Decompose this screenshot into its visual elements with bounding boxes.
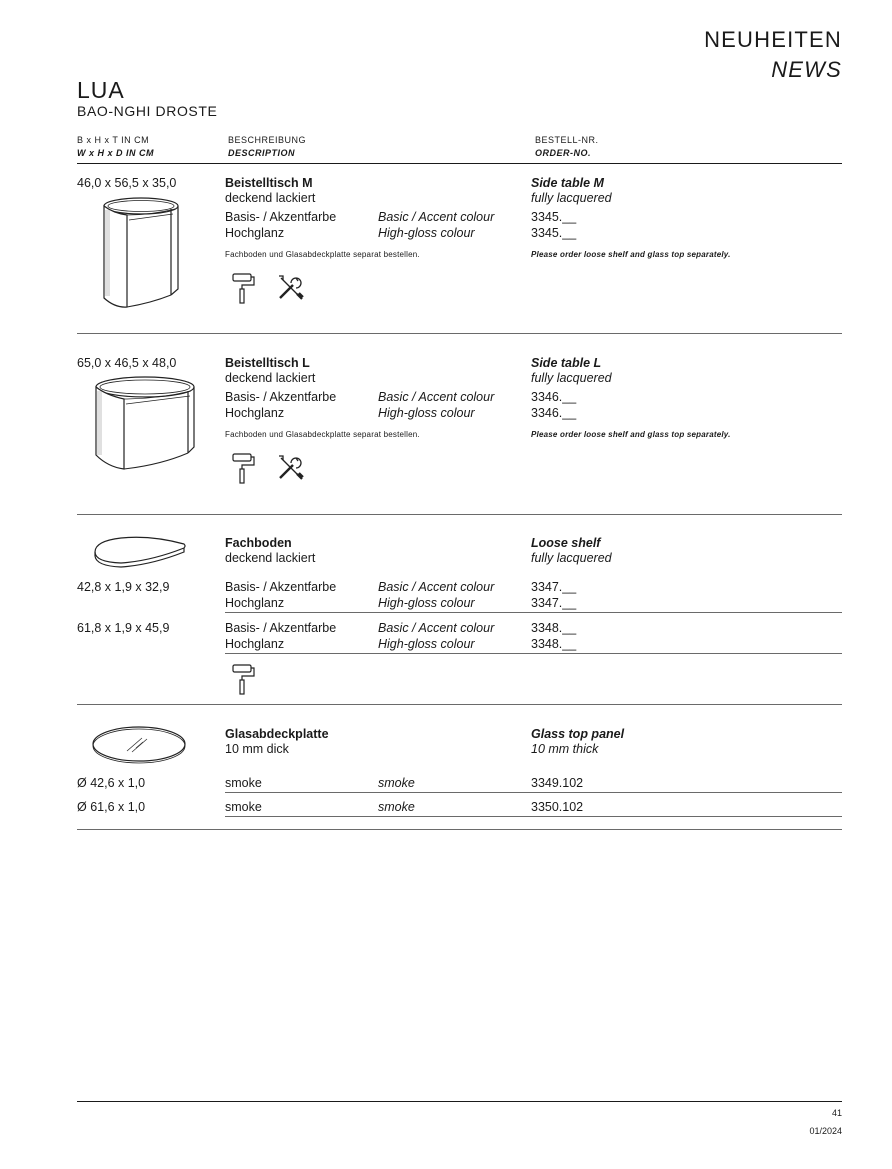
item-note-en: Please order loose shelf and glass top separately. — [531, 430, 731, 439]
option-label-en: smoke — [378, 800, 415, 814]
option-label-en: High-gloss colour — [378, 226, 475, 240]
option-label-en: smoke — [378, 776, 415, 790]
option-label: Basis- / Akzentfarbe — [225, 621, 337, 635]
order-number: 3348.__ — [531, 637, 577, 651]
item-divider — [77, 704, 842, 705]
item-finish: deckend lackiert — [225, 551, 316, 565]
footer-divider — [77, 1101, 842, 1102]
option-label-en: Basic / Accent colour — [378, 390, 495, 404]
option-label: Hochglanz — [225, 637, 285, 651]
column-header-description: BESCHREIBUNG DESCRIPTION — [228, 135, 307, 158]
page-number: 41 — [831, 1108, 842, 1118]
option-label: smoke — [225, 776, 262, 790]
item-divider — [77, 829, 842, 830]
item-dimensions: 65,0 x 46,5 x 48,0 — [77, 356, 177, 370]
order-number: 3347.__ — [531, 580, 577, 594]
option-label: smoke — [225, 800, 262, 814]
item-name-en: Side table L — [531, 356, 602, 370]
option-label: Basis- / Akzentfarbe — [225, 210, 337, 224]
paint-roller-icon — [231, 272, 257, 306]
item-finish-en: fully lacquered — [531, 551, 612, 565]
item-note: Fachboden und Glasabdeckplatte separat bestellen. — [225, 430, 420, 439]
order-number: 3348.__ — [531, 621, 577, 635]
paint-roller-icon — [231, 452, 257, 486]
item-name: Beistelltisch L — [225, 356, 310, 370]
order-number: 3346.__ — [531, 406, 577, 420]
variant-divider — [225, 653, 842, 654]
header-divider — [77, 163, 842, 164]
order-number: 3349.102 — [531, 776, 584, 790]
order-number: 3345.__ — [531, 210, 577, 224]
item-name-en: Loose shelf — [531, 536, 601, 550]
variant-dimensions: Ø 61,6 x 1,0 — [77, 800, 146, 814]
variant-divider — [225, 792, 842, 793]
column-header-dimensions: B x H x T IN CM W x H x D IN CM — [77, 135, 155, 158]
option-label-en: High-gloss colour — [378, 637, 475, 651]
item-divider — [77, 333, 842, 334]
product-title: LUA — [77, 77, 125, 103]
paint-roller-icon — [231, 663, 257, 697]
option-label-en: Basic / Accent colour — [378, 621, 495, 635]
option-label-en: High-gloss colour — [378, 596, 475, 610]
order-number: 3345.__ — [531, 226, 577, 240]
variant-divider — [225, 612, 842, 613]
item-note: Fachboden und Glasabdeckplatte separat bestellen. — [225, 250, 420, 259]
option-label-en: Basic / Accent colour — [378, 210, 495, 224]
item-finish-en: fully lacquered — [531, 191, 612, 205]
edition-date: 01/2024 — [809, 1126, 842, 1136]
tools-icon — [276, 273, 306, 303]
item-dimensions: 46,0 x 56,5 x 35,0 — [77, 176, 177, 190]
item-name: Fachboden — [225, 536, 292, 550]
glass-top-illustration — [92, 724, 192, 766]
item-name: Glasabdeckplatte — [225, 727, 329, 741]
option-label: Basis- / Akzentfarbe — [225, 390, 337, 404]
product-designer: BAO-NGHI DROSTE — [77, 103, 218, 119]
item-divider — [77, 514, 842, 515]
order-number: 3346.__ — [531, 390, 577, 404]
option-label-en: Basic / Accent colour — [378, 580, 495, 594]
item-finish: deckend lackiert — [225, 371, 316, 385]
item-name-en: Glass top panel — [531, 727, 625, 741]
section-title-en: NEWS — [771, 57, 842, 82]
loose-shelf-illustration — [91, 535, 191, 571]
option-label-en: High-gloss colour — [378, 406, 475, 420]
item-note-en: Please order loose shelf and glass top separately. — [531, 250, 731, 259]
order-number: 3347.__ — [531, 596, 577, 610]
side-table-l-illustration — [88, 373, 198, 473]
option-label: Basis- / Akzentfarbe — [225, 580, 337, 594]
variant-dimensions: 42,8 x 1,9 x 32,9 — [77, 580, 170, 594]
option-label: Hochglanz — [225, 406, 285, 420]
option-label: Hochglanz — [225, 596, 285, 610]
column-header-order-number: BESTELL-NR. ORDER-NO. — [535, 135, 599, 158]
item-name-en: Side table M — [531, 176, 604, 190]
tools-icon — [276, 453, 306, 483]
variant-dimensions: 61,8 x 1,9 x 45,9 — [77, 621, 170, 635]
section-title: NEUHEITEN — [704, 27, 842, 52]
side-table-m-illustration — [95, 193, 195, 313]
item-finish: deckend lackiert — [225, 191, 316, 205]
item-finish: 10 mm dick — [225, 742, 289, 756]
variant-dimensions: Ø 42,6 x 1,0 — [77, 776, 146, 790]
item-finish-en: 10 mm thick — [531, 742, 599, 756]
option-label: Hochglanz — [225, 226, 285, 240]
variant-divider — [225, 816, 842, 817]
item-finish-en: fully lacquered — [531, 371, 612, 385]
order-number: 3350.102 — [531, 800, 584, 814]
item-name: Beistelltisch M — [225, 176, 313, 190]
